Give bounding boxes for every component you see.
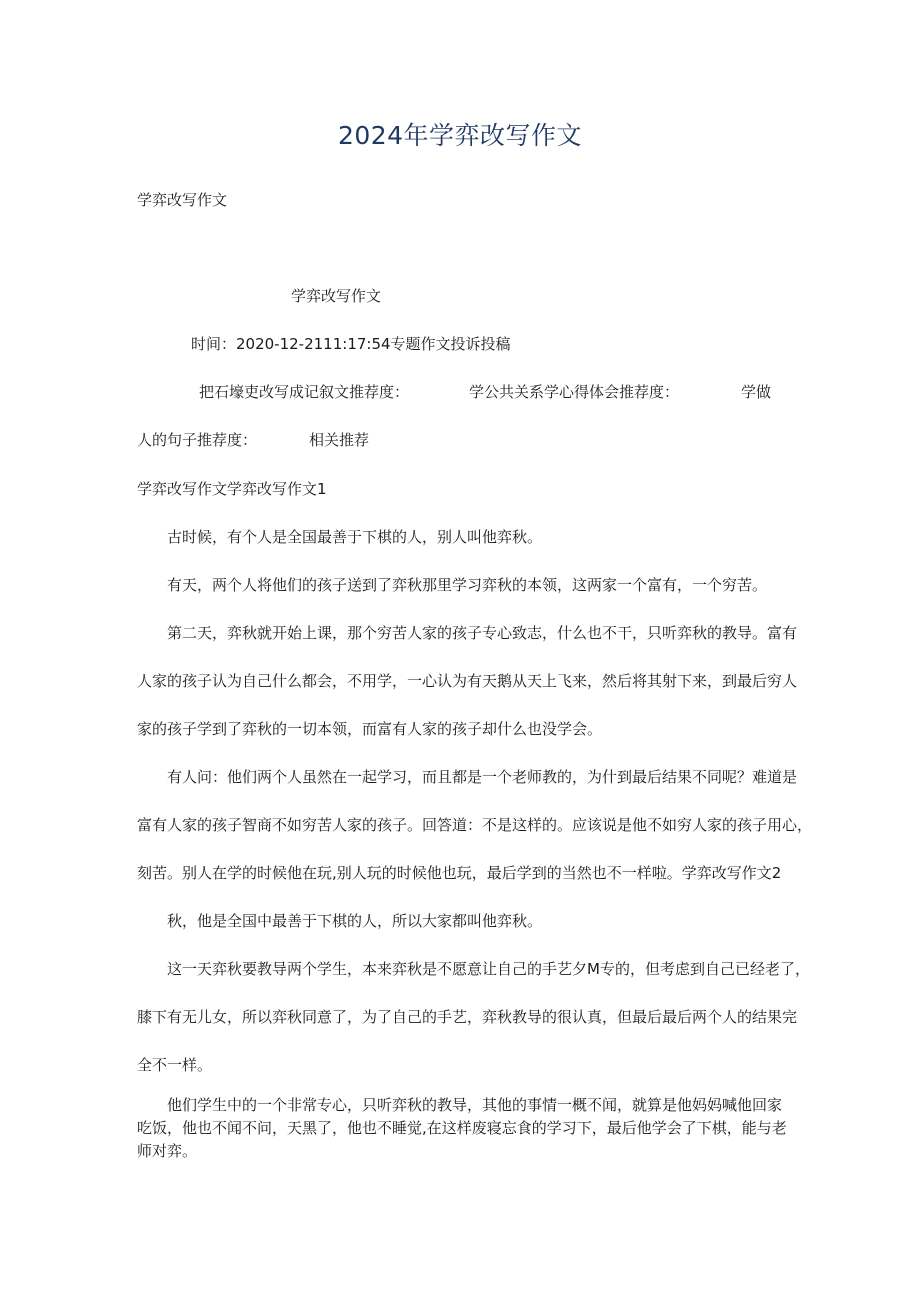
body-line-3: 第二天，弈秋就开始上课，那个穷苦人家的孩子专心致志，什么也不干，只听弈秋的教导。富有 <box>167 624 798 642</box>
meta-line: 时间：2020-12-2111:17:54专题作文投诉投稿 <box>191 335 511 353</box>
center-heading: 学弈改写作文 <box>291 287 382 305</box>
body-line-6: 有人问：他们两个人虽然在一起学习，而且都是一个老师教的，为什到最后结果不同呢？难道是 <box>167 768 798 786</box>
body-line-8: 刻苦。别人在学的时候他在玩,别人玩的时候他也玩，最后学到的当然也不一样啦。学弈改写作文2 <box>137 864 782 882</box>
body-line-7: 富有人家的孩子智商不如穷苦人家的孩子。回答道：不是这样的。应该说是他不如穷人家的孩子用心， <box>137 816 813 834</box>
body-line-10: 这一天弈秋要教导两个学生，本来弈秋是不愿意让自己的手艺夕M专的，但考虑到自己已经老了， <box>167 960 810 978</box>
body-line-9: 秋，他是全国中最善于下棋的人，所以大家都叫他弈秋。 <box>167 912 543 930</box>
related-link-3-end[interactable]: 人的句子推荐度： <box>137 431 258 449</box>
related-link-3-start[interactable]: 学做 <box>741 383 772 401</box>
body-line-11: 膝下有无儿女，所以弈秋同意了，为了自己的手艺，弈秋教导的很认真，但最后最后两个人的结果完 <box>137 1008 798 1026</box>
related-label: 相关推荐 <box>309 431 370 449</box>
body-line-4: 人家的孩子认为自己什么都会，不用学，一心认为有天鹅从天上飞来，然后将其射下来，到最后穷人 <box>137 672 798 690</box>
final-paragraph: 他们学生中的一个非常专心，只听弈秋的教导，其他的事情一概不闻，就算是他妈妈喊他回家吃饭，他也不闻不问，天黑了，他也不睡觉,在这样废寝忘食的学习下，最后他学会了下棋，能与老师对弈。 <box>137 1096 787 1160</box>
related-link-2[interactable]: 学公共关系学心得体会推荐度： <box>469 383 680 401</box>
body-line-1: 古时候，有个人是全国最善于下棋的人，别人叫他弈秋。 <box>167 528 543 546</box>
body-line-12: 全不一样。 <box>137 1056 213 1074</box>
section-heading: 学弈改写作文学弈改写作文1 <box>137 480 327 498</box>
related-link-1[interactable]: 把石壕吏改写成记叙文推荐度： <box>199 383 410 401</box>
body-line-5: 家的孩子学到了弈秋的一切本领，而富有人家的孩子却什么也没学会。 <box>137 720 603 738</box>
subtitle: 学弈改写作文 <box>137 191 228 209</box>
document-title: 2024年学弈改写作文 <box>337 121 583 150</box>
body-line-2: 有天，两个人将他们的孩子送到了弈秋那里学习弈秋的本领，这两家一个富有，一个穷苦。 <box>167 576 768 594</box>
